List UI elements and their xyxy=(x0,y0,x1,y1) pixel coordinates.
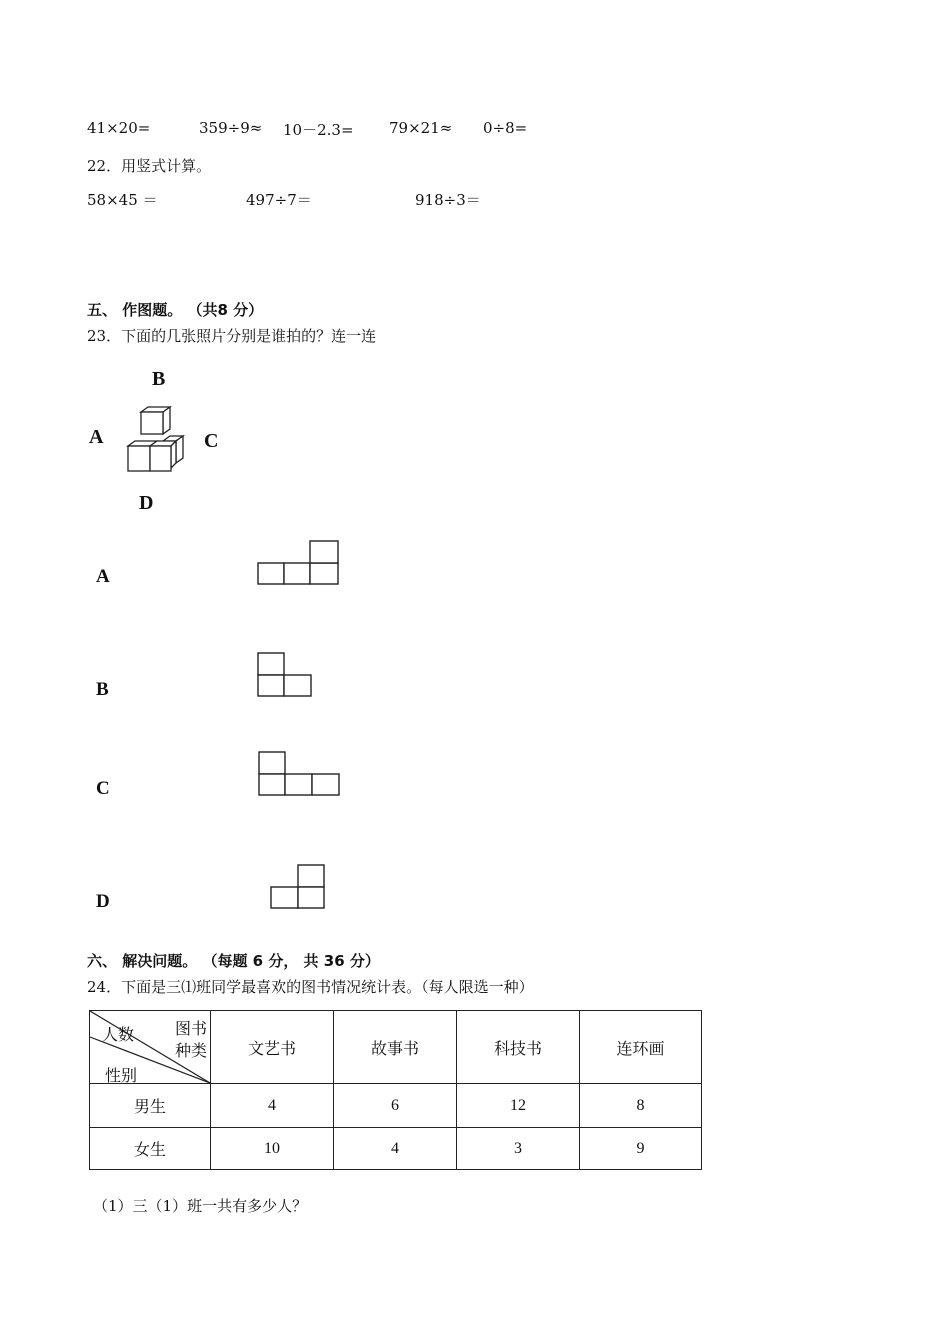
column-header: 文艺书 xyxy=(211,1011,334,1084)
view-label-d: D xyxy=(96,891,110,912)
section-6-title: 六、 解决问题。 （每题 6 分， 共 36 分） xyxy=(87,952,380,970)
question-23-title: 23．下面的几张照片分别是谁拍的？连一连 xyxy=(87,327,377,345)
q22-item-1: 58×45 ＝ xyxy=(87,191,158,209)
calc-item-5: 0÷8= xyxy=(483,119,528,137)
view-label-c: C xyxy=(96,778,110,799)
table-corner-cell xyxy=(90,1011,211,1084)
table-cell: 4 xyxy=(334,1128,457,1170)
direction-label-a: A xyxy=(89,426,104,448)
column-header: 科技书 xyxy=(457,1011,580,1084)
view-label-a: A xyxy=(96,566,110,587)
corner-label-type: 种类 xyxy=(175,1041,208,1060)
q22-item-3: 918÷3＝ xyxy=(415,191,481,209)
view-c-squares xyxy=(258,751,344,797)
cube-stack-figure xyxy=(125,405,187,475)
table-cell: 9 xyxy=(580,1128,702,1170)
question-22-title: 22．用竖式计算。 xyxy=(87,157,212,175)
table-header-row xyxy=(90,1011,702,1084)
table-row xyxy=(90,1128,702,1170)
calc-item-2: 359÷9≈ xyxy=(199,119,263,137)
book-preference-table xyxy=(89,1010,702,1170)
calc-item-4: 79×21≈ xyxy=(389,119,453,137)
view-b-squares xyxy=(257,652,315,698)
corner-label-gender: 性别 xyxy=(105,1066,138,1085)
table-cell: 8 xyxy=(580,1084,702,1128)
corner-label-count: 人数 xyxy=(102,1025,135,1044)
table-cell: 4 xyxy=(211,1084,334,1128)
column-header: 故事书 xyxy=(334,1011,457,1084)
question-24-title: 24．下面是三⑴班同学最喜欢的图书情况统计表。（每人限选一种） xyxy=(87,978,534,996)
q22-item-2: 497÷7＝ xyxy=(246,191,312,209)
direction-label-b: B xyxy=(152,368,166,390)
section-5-title: 五、 作图题。 （共8 分） xyxy=(87,301,264,319)
row-label: 女生 xyxy=(90,1128,211,1170)
direction-label-d: D xyxy=(139,492,154,514)
column-header: 连环画 xyxy=(580,1011,702,1084)
view-label-b: B xyxy=(96,679,109,700)
view-a-squares xyxy=(257,540,341,586)
table-cell: 6 xyxy=(334,1084,457,1128)
table-cell: 3 xyxy=(457,1128,580,1170)
table-row xyxy=(90,1084,702,1128)
row-label: 男生 xyxy=(90,1084,211,1128)
calc-item-3: 10－2.3= xyxy=(283,121,354,139)
view-d-squares xyxy=(270,864,328,910)
question-24-sub-1: （1）三（1）班一共有多少人？ xyxy=(93,1197,308,1215)
calc-item-1: 41×20= xyxy=(87,119,151,137)
table-cell: 10 xyxy=(211,1128,334,1170)
table-cell: 12 xyxy=(457,1084,580,1128)
direction-label-c: C xyxy=(204,430,219,452)
corner-label-book: 图书 xyxy=(175,1019,208,1038)
